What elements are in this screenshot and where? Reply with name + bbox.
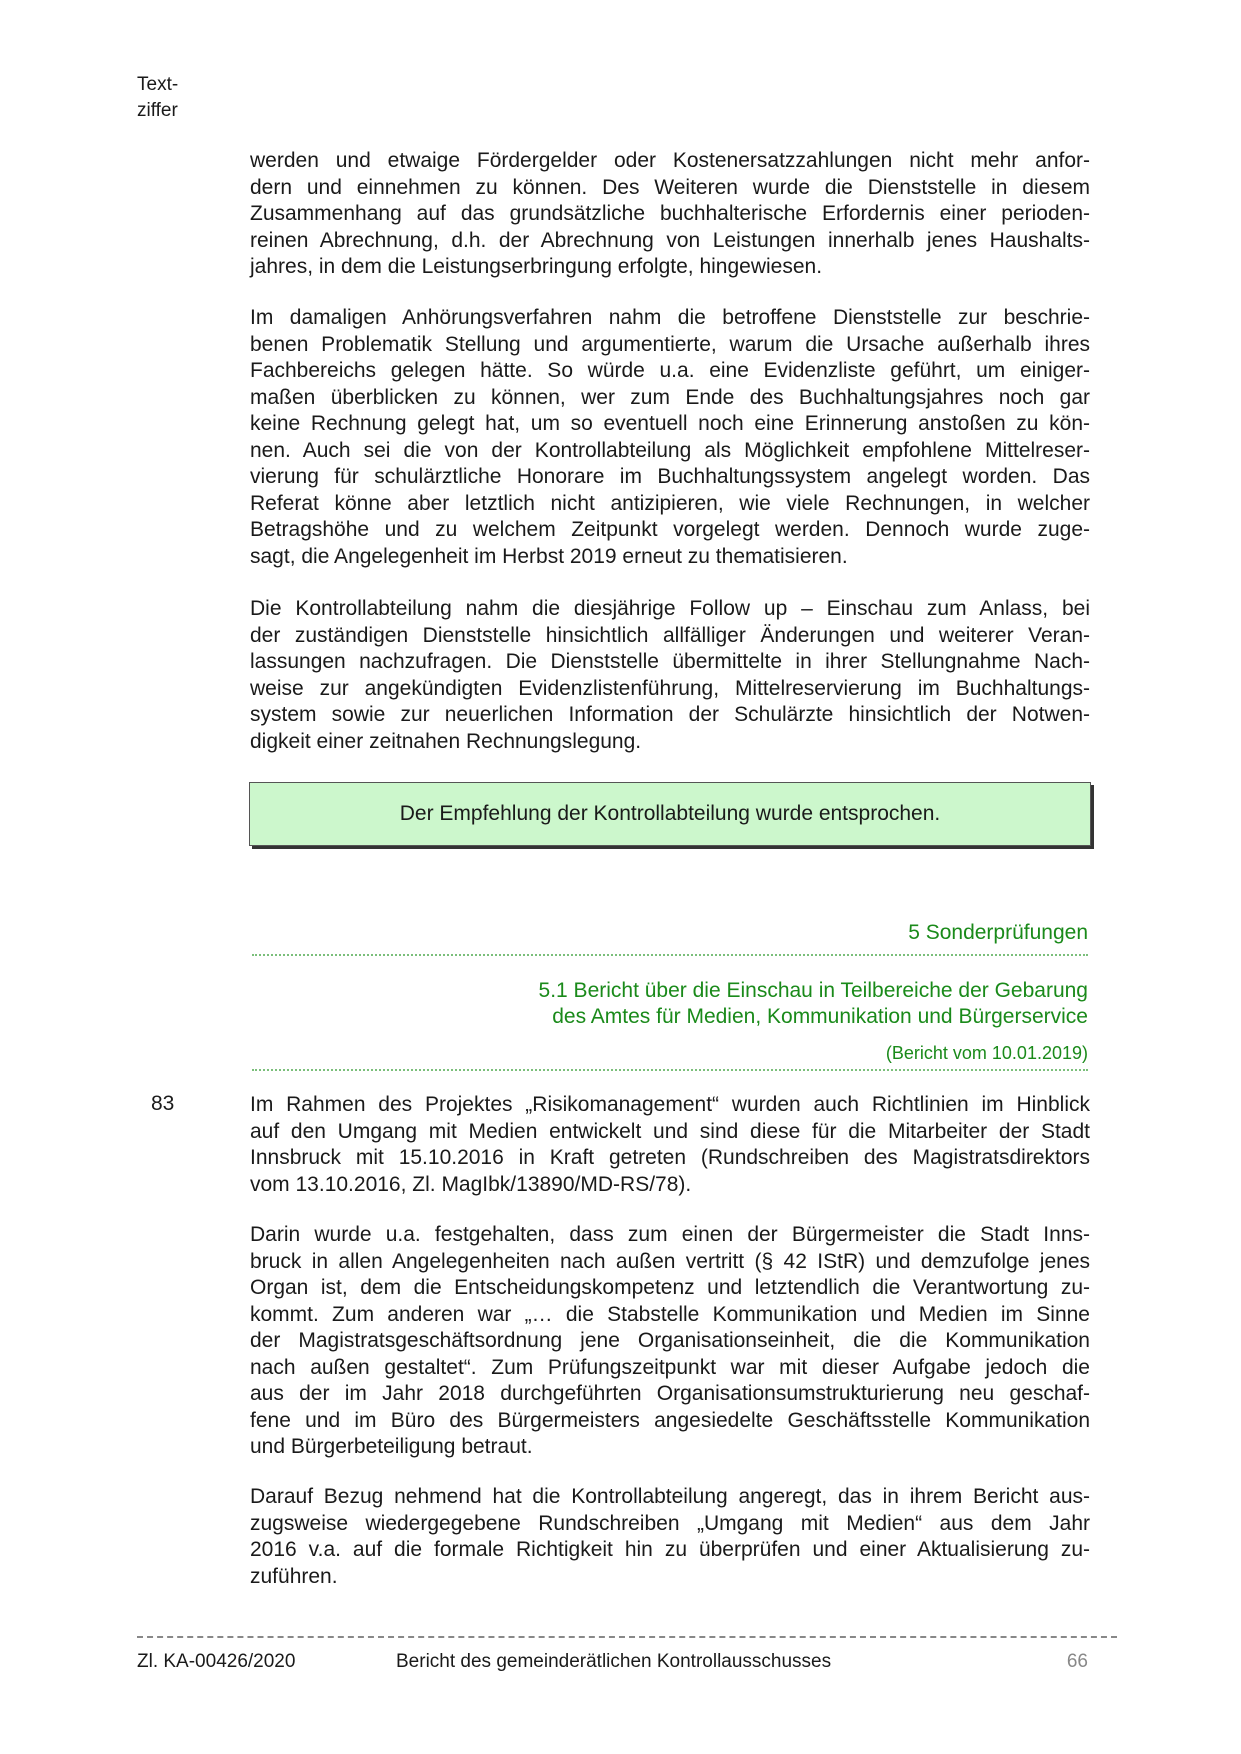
text-line: vom 13.10.2016, Zl. MagIbk/13890/MD-RS/78). [250, 1172, 692, 1196]
subsection-divider [252, 1069, 1088, 1071]
text-line: Organ ist, dem die Entscheidungskompetenz und letztendlich die Verantwortung zu- [250, 1276, 1090, 1299]
text-line: Die Kontrollabteilung nahm die diesjährige Follow up – Einschau zum Anlass, bei [250, 597, 1090, 620]
text-line: dern und einnehmen zu können. Des Weiteren wurde die Dienststelle in diesem [250, 175, 1090, 199]
text-line: Im damaligen Anhörungsverfahren nahm die betroffene Dienststelle zur beschrie- [250, 306, 1090, 329]
textziffer-number: 83 [151, 1092, 175, 1115]
recommendation-result-box [249, 782, 1091, 846]
text-line: sagt, die Angelegenheit im Herbst 2019 erneut zu thematisieren. [250, 544, 848, 568]
text-line: 2016 v.a. auf die formale Richtigkeit hin zu überprüfen und einer Aktualisierung zu- [250, 1538, 1090, 1561]
margin-label-line-1: Text- [137, 74, 179, 95]
top-paragraph-2 [250, 305, 1090, 570]
text-line: zugsweise wiedergegebene Rundschreiben „Umgang mit Medien“ aus dem Jahr [250, 1511, 1090, 1535]
bottom-paragraph-1 [250, 1092, 1090, 1198]
text-line: Referat könne aber letztlich nicht antizipieren, wie viele Rechnungen, in welcher [250, 491, 1090, 515]
paragraph [250, 1222, 1090, 1461]
text-line: fene und im Büro des Bürgermeisters angesiedelte Geschäftsstelle Kommunikation [250, 1408, 1090, 1432]
text-line: Zusammenhang auf das grundsätzliche buchhalterische Erfordernis einer perioden- [250, 202, 1090, 225]
paragraph [250, 596, 1090, 755]
text-line: jahres, in dem die Leistungserbringung erfolgte, hingewiesen. [250, 255, 823, 278]
text-line: maßen überblicken zu können, wer zum Ende des Buchhaltungsjahres noch gar [250, 385, 1090, 409]
margin-label-textziffer [137, 72, 178, 124]
paragraph [250, 1484, 1090, 1590]
subsection-heading [539, 978, 1088, 1030]
text-line: lassungen nachzufragen. Die Dienststelle übermittelte in ihrer Stellungnahme Nach- [250, 650, 1090, 673]
text-line: benen Problematik Stellung und argumentierte, warum die Ursache außerhalb ihres [250, 332, 1090, 356]
text-line: aus der im Jahr 2018 durchgeführten Organisationsumstrukturierung neu geschaf- [250, 1382, 1090, 1405]
text-line: Innsbruck mit 15.10.2016 in Kraft getreten (Rundschreiben des Magistratsdirektors [250, 1146, 1090, 1169]
top-paragraph-3 [250, 596, 1090, 755]
section-heading: 5 Sonderprüfungen [908, 921, 1088, 944]
margin-label-line-2: ziffer [137, 100, 178, 121]
text-line: Fachbereichs gelegen hätte. So würde u.a. eine Evidenzliste geführt, um einiger- [250, 359, 1090, 382]
paragraph [250, 1092, 1090, 1198]
text-line: nen. Auch sei die von der Kontrollabteilung als Möglichkeit empfohlene Mittelreser- [250, 438, 1090, 462]
text-line: bruck in allen Angelegenheiten nach außen vertritt (§ 42 IStR) und demzufolge jenes [250, 1249, 1090, 1273]
bottom-paragraph-3 [250, 1484, 1090, 1590]
text-line: Darin wurde u.a. festgehalten, dass zum einen der Bürgermeister die Stadt Inns- [250, 1223, 1090, 1246]
subsection-heading-line-2: des Amtes für Medien, Kommunikation und Bürgerservice [552, 1005, 1088, 1028]
footer-divider [137, 1636, 1117, 1638]
text-line: Betragshöhe und zu welchem Zeitpunkt vorgelegt werden. Dennoch wurde zuge- [250, 518, 1090, 541]
text-line: auf den Umgang mit Medien entwickelt und sind diese für die Mitarbeiter der Stadt [250, 1119, 1090, 1143]
text-line: system sowie zur neuerlichen Information der Schulärzte hinsichtlich der Notwen- [250, 703, 1090, 726]
report-date: (Bericht vom 10.01.2019) [885, 1043, 1088, 1063]
section-divider [252, 954, 1088, 956]
subsection-heading-line-1: 5.1 Bericht über die Einschau in Teilbereiche der Gebarung [538, 979, 1088, 1002]
footer-title: Bericht des gemeinderätlichen Kontrollausschusses [396, 1651, 832, 1672]
text-line: der zuständigen Dienststelle hinsichtlich allfälliger Änderungen und weiterer Veran- [250, 623, 1090, 647]
text-line: nach außen gestaltet“. Zum Prüfungszeitpunkt war mit dieser Aufgabe jedoch die [250, 1355, 1090, 1379]
bottom-paragraph-2 [250, 1222, 1090, 1461]
text-line: weise zur angekündigten Evidenzlistenführung, Mittelreservierung im Buchhaltungs- [250, 676, 1090, 700]
footer-reference: Zl. KA-00426/2020 [137, 1651, 296, 1672]
text-line: Im Rahmen des Projektes „Risikomanagement“ wurden auch Richtlinien im Hinblick [250, 1093, 1090, 1116]
text-line: keine Rechnung gelegt hat, um so eventuell noch eine Erinnerung anstoßen zu kön- [250, 412, 1090, 435]
text-line: digkeit einer zeitnahen Rechnungslegung. [250, 729, 642, 753]
top-paragraph-1 [250, 148, 1090, 281]
text-line: und Bürgerbeteiligung betraut. [250, 1435, 533, 1458]
text-line: reinen Abrechnung, d.h. der Abrechnung von Leistungen innerhalb jenes Haushalts- [250, 228, 1090, 252]
text-line: Darauf Bezug nehmend hat die Kontrollabteilung angeregt, das in ihrem Bericht aus- [250, 1485, 1090, 1508]
page-number: 66 [1066, 1651, 1088, 1672]
paragraph [250, 305, 1090, 570]
text-line: der Magistratsgeschäftsordnung jene Organisationseinheit, die die Kommunikation [250, 1329, 1090, 1352]
text-line: zuführen. [250, 1564, 338, 1588]
text-line: vierung für schulärztliche Honorare im Buchhaltungssystem angelegt worden. Das [250, 465, 1090, 488]
text-line: werden und etwaige Fördergelder oder Kostenersatzzahlungen nicht mehr anfor- [250, 149, 1090, 172]
recommendation-result-text: Der Empfehlung der Kontrollabteilung wurde entsprochen. [399, 802, 941, 825]
text-line: kommt. Zum anderen war „… die Stabstelle Kommunikation und Medien im Sinne [250, 1302, 1090, 1326]
paragraph [250, 148, 1090, 281]
